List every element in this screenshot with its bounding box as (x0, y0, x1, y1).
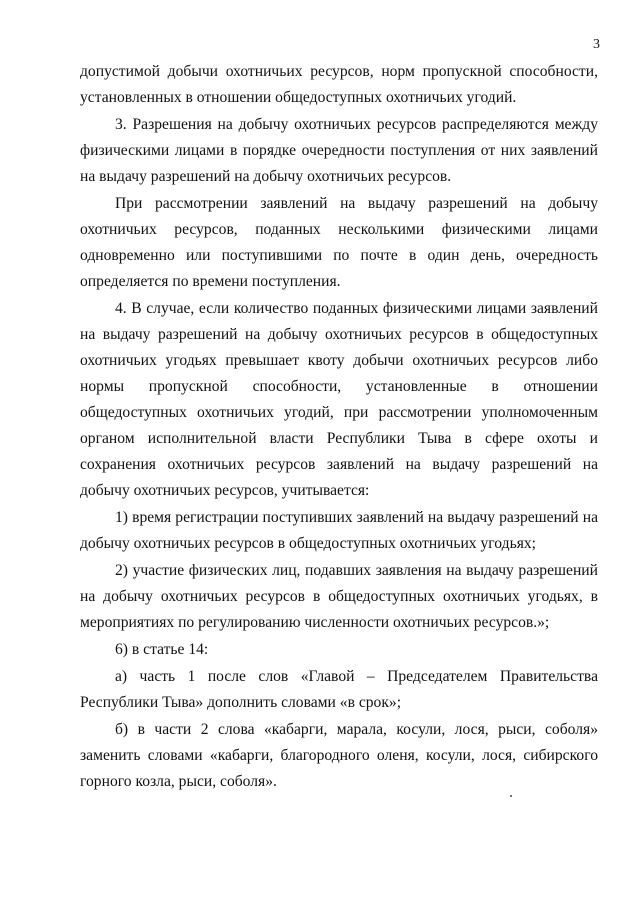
stray-dot-mark (510, 795, 512, 797)
paragraph-subitem-a: а) часть 1 после слов «Главой – Председателем Правительства Республики Тыва» дополнить словами «в срок»; (80, 668, 598, 711)
paragraph-order: При рассмотрении заявлений на выдачу разрешений на добычу охотничьих ресурсов, поданных несколькими физическими лицами одновременно или поступившими по почте в один день, очередность определяется по времени поступления. (80, 195, 598, 290)
document-body (80, 59, 598, 796)
paragraph-item-4: 4. В случае, если количество поданных физическими лицами заявлений на выдачу разрешений на добычу охотничьих ресурсов в общедоступных охотничьих угодьях превышает квоту добычи охотничьих ресурсов либо нормы пропускной способности, установленные в отношении общедоступных охотничьих угодий, при рассмотрении уполномоченным органом исполнительной власти Республики Тыва в сфере охоты и сохранения охотничьих ресурсов заявлений на выдачу разрешений на добычу охотничьих ресурсов, учитывается: (80, 300, 598, 499)
paragraph-subitem-2: 2) участие физических лиц, подавших заявления на выдачу разрешений на добычу охотничьих ресурсов в общедоступных охотничьих угодьях, в мероприятиях по регулированию численности охотничьих ресурсов.»; (80, 562, 598, 631)
paragraph-subitem-1: 1) время регистрации поступивших заявлений на выдачу разрешений на добычу охотничьих ресурсов в общедоступных охотничьих угодьях; (80, 509, 598, 552)
paragraph-item-3: 3. Разрешения на добычу охотничьих ресурсов распределяются между физическими лицами в порядке очередности поступления от них заявлений на выдачу разрешений на добычу охотничьих ресурсов. (80, 116, 598, 185)
paragraph-subitem-b: б) в части 2 слова «кабарги, марала, косули, лося, рыси, соболя» заменить словами «кабарги, благородного оленя, косули, лося, сибирского горного козла, рыси, соболя». (80, 721, 598, 790)
paragraph-continuation: допустимой добычи охотничьих ресурсов, норм пропускной способности, установленных в отношении общедоступных охотничьих угодий. (80, 63, 598, 106)
page-number: 3 (593, 37, 600, 52)
paragraph-article-14: 6) в статье 14: (115, 641, 209, 658)
